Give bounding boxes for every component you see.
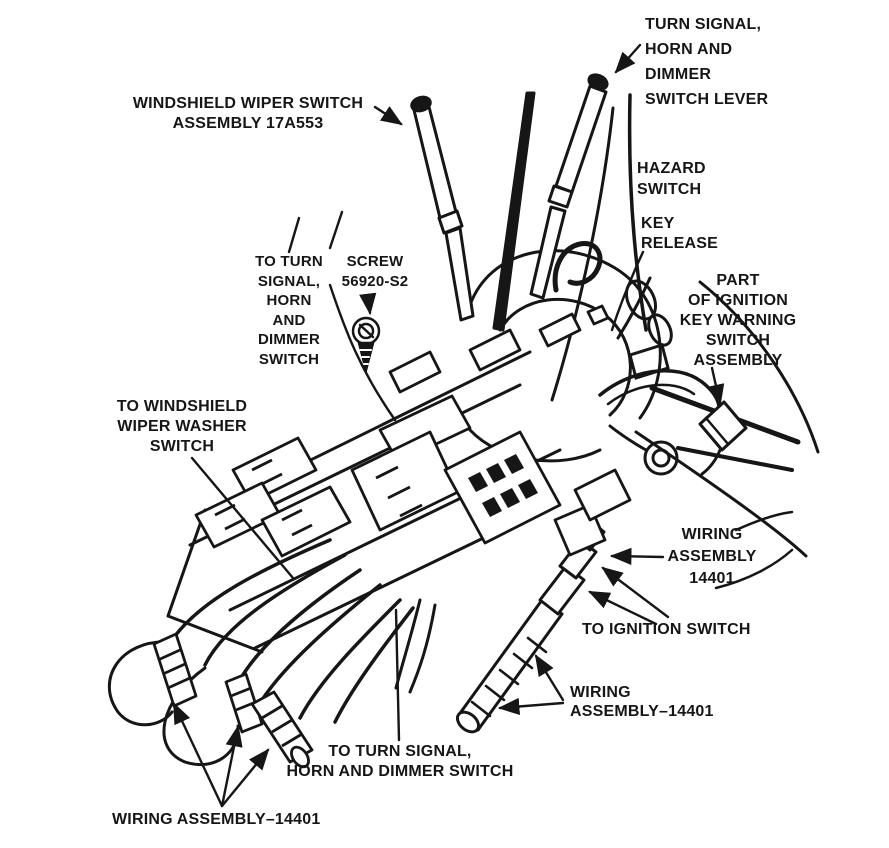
control-stalks — [410, 72, 609, 330]
label-key-release — [641, 214, 718, 254]
label-line: DIMMER — [257, 331, 321, 348]
label-to-turn-signal-left — [246, 252, 332, 369]
label-line: SWITCH — [637, 181, 702, 198]
label-line: WIPER WASHER — [117, 418, 247, 435]
label-line: OF IGNITION — [688, 292, 788, 309]
wiper-stalk — [410, 95, 473, 320]
label-line: TO TURN SIGNAL, — [328, 743, 472, 760]
label-line: HAZARD — [637, 160, 706, 177]
label-line: SIGNAL, — [257, 272, 321, 290]
label-line: SWITCH — [258, 350, 320, 368]
label-line: HORN AND — [645, 41, 733, 58]
label-line: ASSEMBLY — [667, 548, 757, 565]
label-line: WIRING — [570, 684, 631, 701]
label-to-turn-signal-bottom — [277, 742, 523, 782]
hazard-switch-knob — [588, 306, 608, 324]
label-line: TO TURN — [255, 253, 323, 270]
steering-shaft — [494, 93, 534, 330]
right-side-connectors — [555, 470, 630, 555]
label-windshield-wiper-switch — [122, 94, 374, 134]
label-line: WIRING — [681, 526, 743, 543]
label-line: KEY — [641, 215, 675, 232]
label-line: ASSEMBLY–14401 — [570, 703, 714, 720]
label-ignition-key-warning — [660, 271, 816, 371]
label-line: ASSEMBLY 17A553 — [172, 115, 324, 132]
label-line: AND — [272, 311, 306, 329]
label-line: PART — [716, 272, 760, 289]
label-wiring-assembly-bottom-left — [112, 810, 320, 830]
label-line: SCREW — [346, 253, 404, 270]
label-line: KEY WARNING — [679, 312, 797, 329]
label-to-windshield-wiper-washer — [98, 397, 266, 457]
label-line: TO IGNITION SWITCH — [582, 621, 751, 638]
label-screw — [334, 252, 416, 291]
label-line: HORN AND DIMMER SWITCH — [286, 763, 514, 780]
label-line: HORN — [266, 292, 312, 309]
label-line: WIRING ASSEMBLY–14401 — [112, 811, 321, 828]
label-to-ignition-switch — [582, 620, 751, 640]
label-wiring-assembly-right — [662, 524, 762, 590]
label-line: TO WINDSHIELD — [116, 398, 248, 415]
label-line: WINDSHIELD WIPER SWITCH — [132, 95, 364, 112]
label-line: 14401 — [689, 570, 735, 587]
screw-icon — [353, 318, 379, 370]
label-hazard-switch — [637, 158, 706, 200]
label-line: DIMMER — [645, 66, 712, 83]
label-wiring-assembly-bottom-right — [570, 683, 714, 721]
label-turn-signal-lever — [645, 12, 768, 112]
label-line: SWITCH LEVER — [645, 91, 769, 108]
label-line: 56920-S2 — [341, 272, 409, 290]
label-line: ASSEMBLY — [693, 352, 783, 369]
label-line: RELEASE — [641, 235, 718, 252]
label-line: SWITCH — [149, 438, 215, 455]
label-line: SWITCH — [705, 332, 771, 349]
label-line: TURN SIGNAL, — [645, 16, 762, 33]
